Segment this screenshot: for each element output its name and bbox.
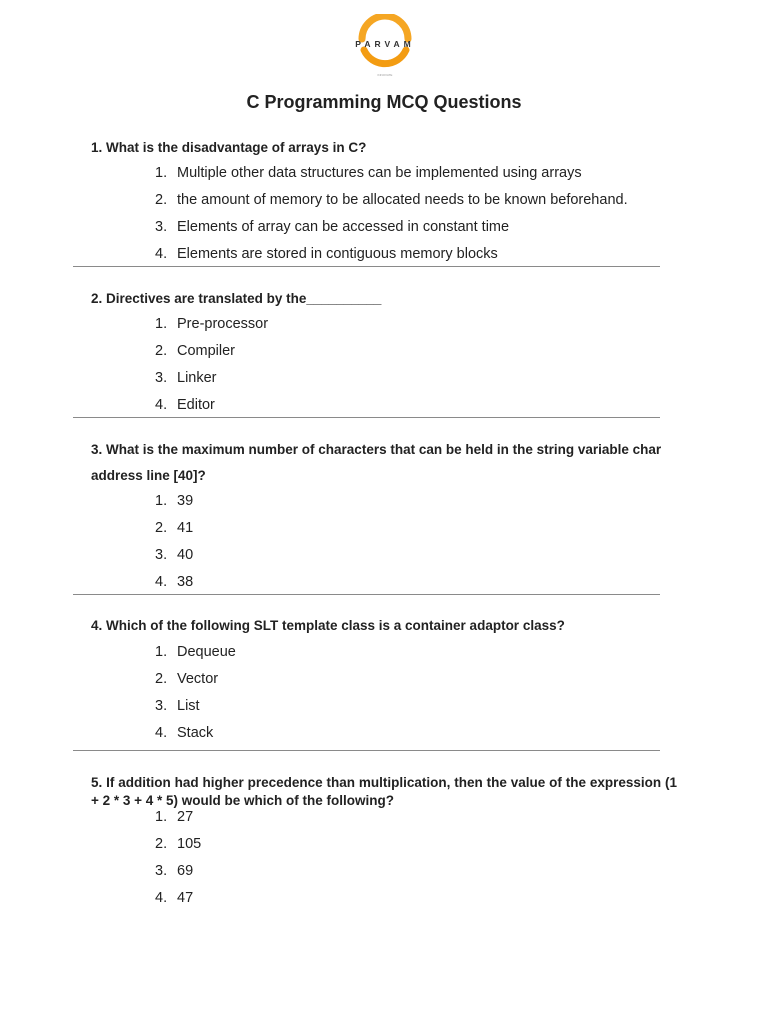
- section-divider: [73, 266, 660, 267]
- option-number: 2.: [155, 343, 168, 359]
- option-text: 27: [177, 809, 194, 825]
- question-1-text: 1. What is the disadvantage of arrays in C?: [91, 140, 367, 155]
- question-4-options: [155, 639, 236, 747]
- option-item: [155, 338, 268, 365]
- option-number: 3.: [155, 547, 168, 563]
- option-number: 3.: [155, 370, 168, 386]
- option-item: [155, 515, 193, 542]
- option-item: [155, 666, 236, 693]
- option-text: 47: [177, 890, 194, 906]
- option-item: [155, 720, 236, 747]
- option-number: 4.: [155, 574, 168, 590]
- option-text: Pre-processor: [177, 316, 269, 332]
- option-text: Editor: [177, 397, 215, 413]
- option-text: List: [177, 698, 200, 714]
- option-text: Elements are stored in contiguous memory blocks: [177, 246, 498, 262]
- question-5-options: [155, 804, 201, 912]
- section-divider: [73, 750, 660, 751]
- logo-ring-icon: [340, 14, 430, 78]
- option-item: [155, 214, 628, 241]
- option-text: Dequeue: [177, 644, 236, 660]
- option-text: the amount of memory to be allocated needs to be known beforehand.: [177, 192, 628, 208]
- option-number: 4.: [155, 725, 168, 741]
- option-text: Multiple other data structures can be implemented using arrays: [177, 165, 582, 181]
- logo-text: PARVAM: [355, 39, 415, 49]
- option-item: [155, 542, 193, 569]
- option-number: 2.: [155, 671, 168, 687]
- option-item: [155, 392, 268, 419]
- option-number: 2.: [155, 192, 168, 208]
- option-item: [155, 365, 268, 392]
- option-text: Linker: [177, 370, 217, 386]
- option-text: Vector: [177, 671, 219, 687]
- option-number: 1.: [155, 165, 168, 181]
- parvam-logo: [340, 14, 430, 78]
- option-text: Stack: [177, 725, 214, 741]
- option-text: 41: [177, 520, 194, 536]
- option-text: 105: [177, 836, 202, 852]
- option-item: [155, 569, 193, 596]
- section-divider: [73, 594, 660, 595]
- option-text: 40: [177, 547, 194, 563]
- option-number: 4.: [155, 890, 168, 906]
- section-divider: [73, 417, 660, 418]
- option-text: 38: [177, 574, 194, 590]
- option-text: Compiler: [177, 343, 236, 359]
- question-2-text: 2. Directives are translated by the__________: [91, 291, 382, 306]
- question-3-options: [155, 488, 193, 596]
- option-item: [155, 241, 628, 268]
- option-item: [155, 804, 201, 831]
- option-item: [155, 488, 193, 515]
- option-item: [155, 187, 628, 214]
- option-number: 3.: [155, 863, 168, 879]
- question-5-text: 5. If addition had higher precedence than multiplication, then the value of the expression (1 + 2 * 3 + 4 * 5) would be which of the following?: [91, 775, 677, 808]
- option-number: 1.: [155, 644, 168, 660]
- option-number: 1.: [155, 809, 168, 825]
- question-4-text: 4. Which of the following SLT template class is a container adaptor class?: [91, 618, 565, 633]
- option-item: [155, 160, 628, 187]
- question-2-options: [155, 311, 268, 419]
- option-number: 3.: [155, 698, 168, 714]
- option-text: Elements of array can be accessed in constant time: [177, 219, 510, 235]
- option-number: 2.: [155, 836, 168, 852]
- option-number: 3.: [155, 219, 168, 235]
- option-number: 4.: [155, 246, 168, 262]
- option-number: 1.: [155, 493, 168, 509]
- option-number: 2.: [155, 520, 168, 536]
- option-number: 4.: [155, 397, 168, 413]
- option-item: [155, 831, 201, 858]
- option-number: 1.: [155, 316, 168, 332]
- option-item: [155, 311, 268, 338]
- option-text: 39: [177, 493, 194, 509]
- option-item: [155, 885, 201, 912]
- logo-tagline: INNOVATE: [377, 73, 393, 77]
- page-title: C Programming MCQ Questions: [246, 92, 522, 112]
- question-3-text: 3. What is the maximum number of characters that can be held in the string variable char address line [40]?: [91, 442, 662, 483]
- option-item: [155, 639, 236, 666]
- option-item: [155, 693, 236, 720]
- question-1-options: [155, 160, 628, 268]
- option-item: [155, 858, 201, 885]
- option-text: 69: [177, 863, 194, 879]
